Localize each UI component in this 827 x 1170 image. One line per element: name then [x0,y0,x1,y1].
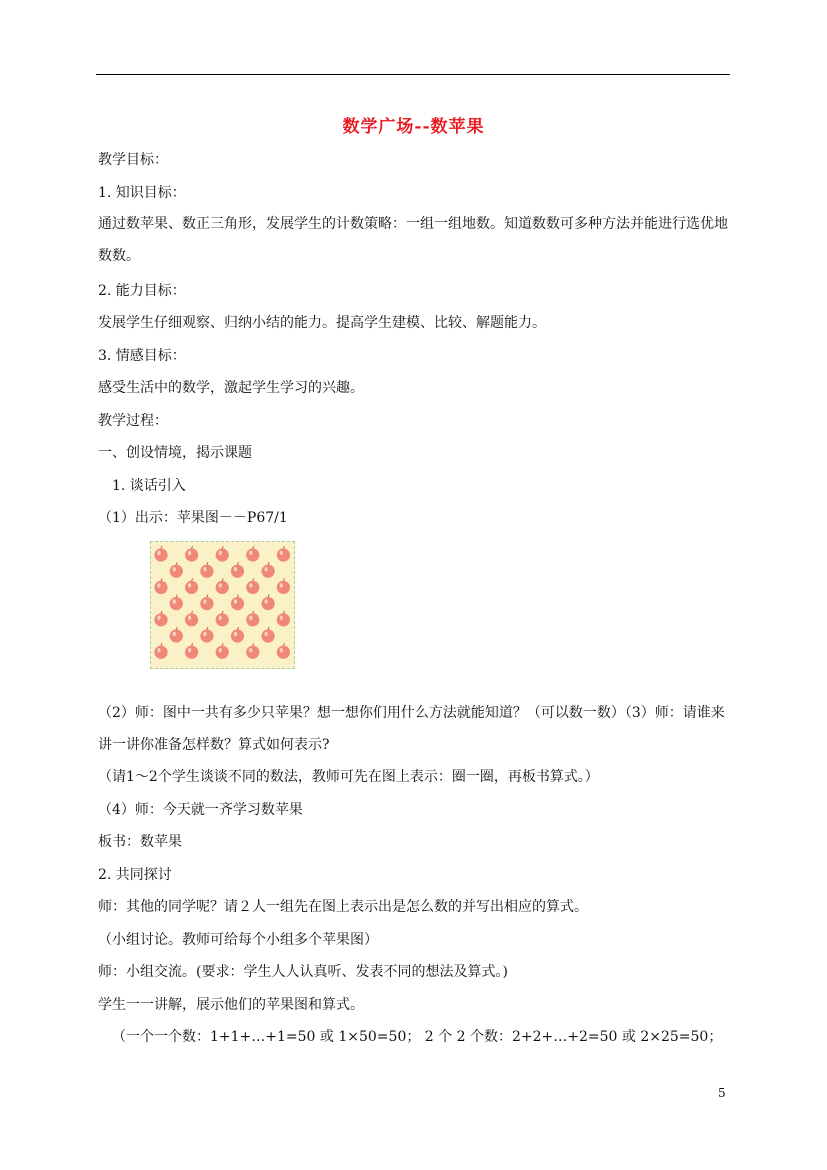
apple-icon [277,546,290,562]
apple-icon [170,627,183,643]
apple-icon [216,578,229,594]
apple-icon [154,643,167,659]
apple-icon [200,562,213,578]
paragraph-student-methods: （请1～2个学生谈谈不同的数法，教师可先在图上表示：圈一圈，再板书算式。） [98,769,599,785]
apple-icon [216,611,229,627]
paragraph-ability: 发展学生仔细观察、归纳小结的能力。提高学生建模、比较、解题能力。 [98,315,546,331]
apple-icon [277,643,290,659]
subheading-knowledge: 1. 知识目标： [98,185,186,201]
apple-icon [154,578,167,594]
heading-intro: 1. 谈话引入 [112,478,186,494]
subheading-emotion: 3. 情感目标： [98,348,186,364]
apple-icon [262,562,275,578]
apple-icon [185,578,198,594]
board-writing: 板书：数苹果 [98,834,182,850]
apple-icon [246,643,259,659]
apple-grid [151,542,293,667]
paragraph-teacher-question: （2）师：图中一共有多少只苹果？想一想你们用什么方法就能知道？（可以数一数）（3）师：请谁来讲一讲你准备怎样数？算式如何表示? [98,705,725,753]
apple-icon [246,546,259,562]
step-today: （4）师：今天就一齐学习数苹果 [98,802,303,818]
apple-icon [185,643,198,659]
apple-icon [231,562,244,578]
header-rule [96,74,730,75]
apple-icon [185,611,198,627]
paragraph-group-share: 师：小组交流。(要求：学生人人认真听、发表不同的想法及算式。) [98,964,508,980]
apple-icon [216,546,229,562]
heading-part-one: 一、创设情境，揭示课题 [98,445,252,461]
apple-icon [154,611,167,627]
apple-icon [277,578,290,594]
page-title: 数学广场--数苹果 [342,117,485,137]
apple-figure [150,541,295,669]
apple-icon [246,611,259,627]
section-heading-objectives: 教学目标： [98,152,168,168]
paragraph-student-explain: 学生一一讲解，展示他们的苹果图和算式。 [98,997,364,1013]
step-show-figure: （1）出示：苹果图－－P67/1 [98,510,288,526]
apple-icon [277,611,290,627]
apple-icon [231,595,244,611]
apple-icon [200,595,213,611]
apple-icon [216,643,229,659]
apple-icon [170,595,183,611]
apple-icon [154,546,167,562]
apple-icon [185,546,198,562]
paragraph-pair-work: 师：其他的同学呢？请２人一组先在图上表示出是怎么数的并写出相应的算式。 [98,899,588,915]
subheading-ability: 2. 能力目标： [98,283,186,299]
apple-icon [246,578,259,594]
page-number: 5 [718,1086,726,1100]
paragraph-group-discussion: （小组讨论。教师可给每个小组多个苹果图） [98,932,378,948]
apple-icon [231,627,244,643]
heading-explore: 2. 共同探讨 [98,867,172,883]
paragraph-knowledge: 通过数苹果、数正三角形，发展学生的计数策略：一组一组地数。知道数数可多种方法并能进行选优地数数。 [98,216,728,264]
paragraph-emotion: 感受生活中的数学，激起学生学习的兴趣。 [98,380,364,396]
section-heading-process: 教学过程： [98,413,168,429]
apple-icon [170,562,183,578]
paragraph-counting-methods: （一个一个数：1+1+…+1=50 或 1×50=50； 2 个 2 个数：2+2+…+2=50 或 2×25=50； [112,1029,723,1045]
apple-icon [262,595,275,611]
apple-icon [262,627,275,643]
apple-icon [200,627,213,643]
